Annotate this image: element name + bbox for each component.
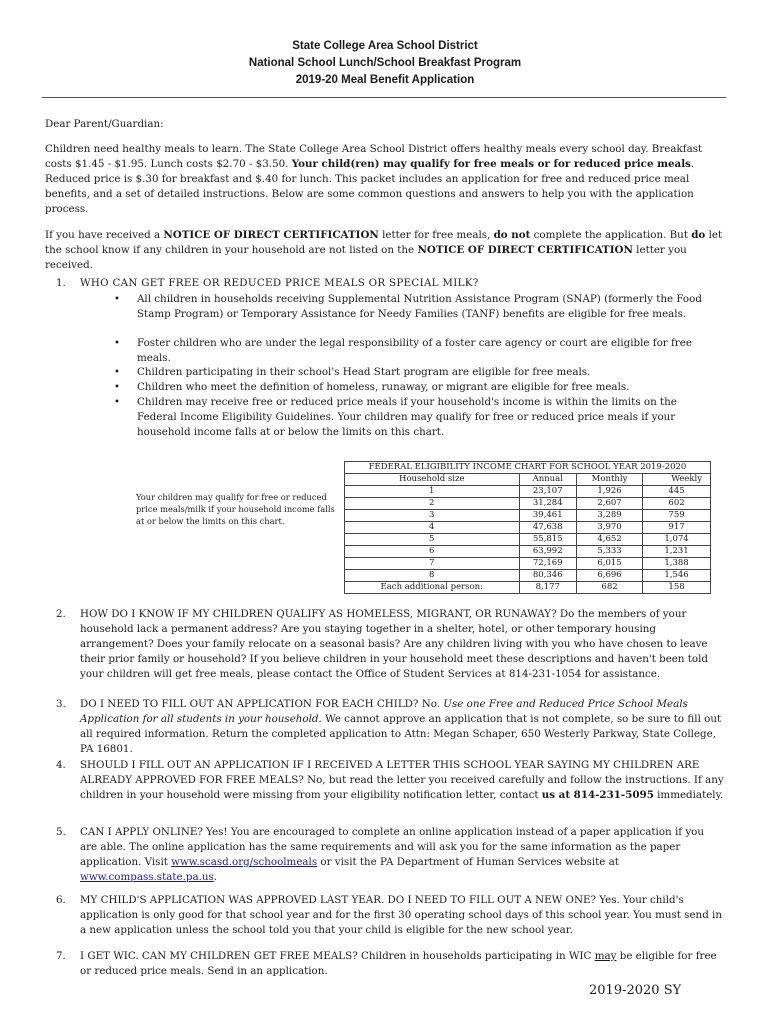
annual-cell: 55,815 — [519, 534, 576, 546]
bullet-icon: • — [114, 397, 120, 408]
income-table-title: FEDERAL ELIGIBILITY INCOME CHART FOR SCHOOL YEAR 2019-2020 — [345, 462, 711, 474]
application-title: 2019-20 Meal Benefit Application — [295, 74, 475, 86]
question-number: 5. — [56, 826, 66, 838]
bullet-icon: • — [114, 367, 120, 378]
eligibility-bullet: Children may receive free or reduced price meals if your household's income is within the limits on the Federal Income Eligibility Guidelines. Your children may qualify for free or reduced price meals if your household income falls at or below the limits on this chart. — [137, 396, 677, 438]
monthly-cell: 5,333 — [576, 546, 642, 558]
bullet-icon: • — [114, 338, 120, 349]
compass-link[interactable]: www.compass.state.pa.us — [80, 871, 214, 883]
weekly-cell: 1,388 — [643, 558, 711, 570]
question-number: 6. — [56, 894, 66, 906]
income-table-header-row — [345, 474, 711, 486]
column-header: Monthly — [576, 474, 642, 486]
weekly-cell: 917 — [643, 522, 711, 534]
salutation: Dear Parent/Guardian: — [45, 118, 164, 130]
household-size-cell: 1 — [345, 486, 520, 498]
eligibility-bullet: All children in households receiving Supplemental Nutrition Assistance Program (SNAP) (formerly the Food Stamp Program) or Temporary Assistance for Needy Families (TANF) benefits are eligible for free meals. — [137, 293, 702, 320]
monthly-cell: 3,289 — [576, 510, 642, 522]
school-year-footer: 2019-2020 SY — [589, 983, 682, 998]
annual-cell: 63,992 — [519, 546, 576, 558]
income-eligibility-table — [344, 461, 711, 594]
column-header: Weekly — [643, 474, 711, 486]
table-row — [345, 534, 711, 546]
household-size-cell: 4 — [345, 522, 520, 534]
annual-cell: 80,346 — [519, 570, 576, 582]
question-number: 7. — [56, 950, 66, 962]
monthly-cell: 6,015 — [576, 558, 642, 570]
table-row — [345, 570, 711, 582]
eligibility-bullet: Children participating in their school's Head Start program are eligible for free meals. — [137, 366, 591, 378]
annual-cell: 23,107 — [519, 486, 576, 498]
weekly-cell: 759 — [643, 510, 711, 522]
weekly-cell: 445 — [643, 486, 711, 498]
intro-paragraph: Children need healthy meals to learn. The State College Area School District offers healthy meals every school day. Breakfast costs $1.45 - $1.95. Lunch costs $2.70 - $3.50. Your child(ren) may qualify for free meals or for reduced price meals. Reduced price is $.30 for breakfast and $.40 for lunch. This packet includes an application for free and reduced price meal benefits, and a set of detailed instructions. Below are some common questions and answers to help you with the application process. — [45, 143, 703, 215]
household-size-cell: Each additional person: — [345, 582, 520, 594]
table-row — [345, 498, 711, 510]
program-title: National School Lunch/School Breakfast Program — [248, 57, 522, 69]
table-row — [345, 582, 711, 594]
column-header: Household size — [345, 474, 520, 486]
question-number: 1. — [56, 277, 66, 289]
header-divider — [42, 97, 726, 98]
monthly-cell: 6,696 — [576, 570, 642, 582]
question-2: HOW DO I KNOW IF MY CHILDREN QUALIFY AS HOMELESS, MIGRANT, OR RUNAWAY? Do the members of your household lack a permanent address? Are you staying together in a shelter, hotel, or other temporary housing arrangement? Does your family relocate on a seasonal basis? Are any children living with you who have chosen to leave their prior family or household? If you believe children in your household meet these descriptions and haven't been told your children will get free meals, please contact the Office of Student Services at 814-231-1054 for assistance. — [80, 608, 709, 680]
monthly-cell: 2,607 — [576, 498, 642, 510]
school-meals-link[interactable]: www.scasd.org/schoolmeals — [171, 856, 318, 868]
annual-cell: 31,284 — [519, 498, 576, 510]
household-size-cell: 8 — [345, 570, 520, 582]
annual-cell: 72,169 — [519, 558, 576, 570]
question-number: 2. — [56, 608, 66, 620]
income-chart-note: Your children may qualify for free or reduced price meals/milk if your household income falls at or below the limits on this chart. — [136, 492, 335, 526]
question-6: MY CHILD'S APPLICATION WAS APPROVED LAST YEAR. DO I NEED TO FILL OUT A NEW ONE? Yes. Your child's application is only good for that school year and for the first 30 operating school days of this school year. You must send in a new application unless the school told you that your child is eligible for the new school year. — [80, 894, 722, 936]
monthly-cell: 4,652 — [576, 534, 642, 546]
monthly-cell: 1,926 — [576, 486, 642, 498]
household-size-cell: 5 — [345, 534, 520, 546]
question-number: 4. — [56, 759, 66, 771]
household-size-cell: 7 — [345, 558, 520, 570]
weekly-cell: 1,231 — [643, 546, 711, 558]
household-size-cell: 2 — [345, 498, 520, 510]
weekly-cell: 602 — [643, 498, 711, 510]
question-4: SHOULD I FILL OUT AN APPLICATION IF I RECEIVED A LETTER THIS SCHOOL YEAR SAYING MY CHILDREN ARE ALREADY APPROVED FOR FREE MEALS? No, but read the letter you received carefully and follow the instructions. If any children in your household were missing from your eligibility notification letter, contact us at 814-231-5095 immediately. — [80, 759, 724, 801]
question-number: 3. — [56, 698, 66, 710]
eligibility-bullet: Children who meet the definition of homeless, runaway, or migrant are eligible for free meals. — [137, 381, 630, 393]
question-5: CAN I APPLY ONLINE? Yes! You are encouraged to complete an online application instead of a paper application if you are able. The online application has the same requirements and will ask you for the same information as the paper application. Visit www.scasd.org/schoolmeals or visit the PA Department of Human Services website at www.compass.state.pa.us. — [80, 826, 704, 883]
annual-cell: 39,461 — [519, 510, 576, 522]
household-size-cell: 6 — [345, 546, 520, 558]
question-3: DO I NEED TO FILL OUT AN APPLICATION FOR EACH CHILD? No. Use one Free and Reduced Price School Meals Application for all students in your household. We cannot approve an application that is not complete, so be sure to fill out all required information. Return the completed application to Attn: Megan Schaper, 650 Westerly Parkway, State College, PA 16801. — [80, 698, 722, 755]
monthly-cell: 682 — [576, 582, 642, 594]
weekly-cell: 1,074 — [643, 534, 711, 546]
column-header: Annual — [519, 474, 576, 486]
weekly-cell: 1,546 — [643, 570, 711, 582]
table-row — [345, 486, 711, 498]
household-size-cell: 3 — [345, 510, 520, 522]
question-7: I GET WIC. CAN MY CHILDREN GET FREE MEALS? Children in households participating in WIC may be eligible for free or reduced price meals. Send in an application. — [80, 950, 717, 977]
table-row — [345, 510, 711, 522]
district-title: State College Area School District — [292, 40, 478, 52]
direct-certification-paragraph: If you have received a NOTICE OF DIRECT CERTIFICATION letter for free meals, do not complete the application. But do let the school know if any children in your household are not listed on the NOTICE OF DIRECT CERTIFICATION letter you received. — [45, 229, 723, 271]
table-row — [345, 522, 711, 534]
weekly-cell: 158 — [643, 582, 711, 594]
eligibility-bullet: Foster children who are under the legal responsibility of a foster care agency or court are eligible for free meals. — [137, 337, 692, 364]
annual-cell: 47,638 — [519, 522, 576, 534]
bullet-icon: • — [114, 294, 120, 305]
table-row — [345, 558, 711, 570]
question-1-title: WHO CAN GET FREE OR REDUCED PRICE MEALS OR SPECIAL MILK? — [80, 277, 479, 289]
monthly-cell: 3,970 — [576, 522, 642, 534]
table-row — [345, 546, 711, 558]
annual-cell: 8,177 — [519, 582, 576, 594]
bullet-icon: • — [114, 382, 120, 393]
